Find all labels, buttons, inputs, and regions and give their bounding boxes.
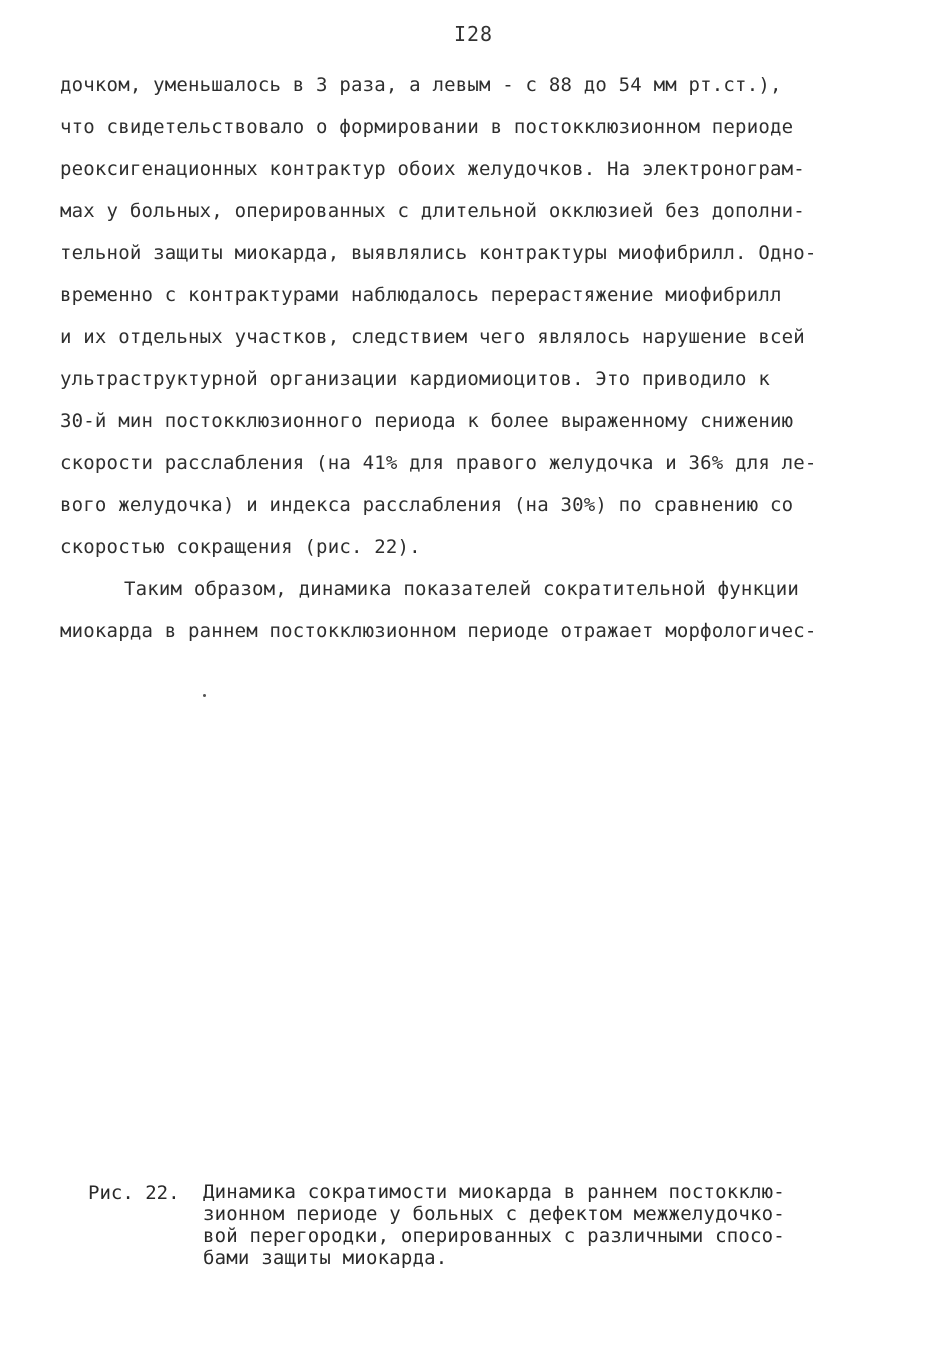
body-line-5: тельной защиты миокарда, выявлялись контрактуры миофибрилл. Одно- — [60, 242, 817, 264]
figure-caption-line-2: зионном периоде у больных с дефектом межжелудочко- — [203, 1203, 785, 1225]
body-line-11: вого желудочка) и индекса расслабления (на 30%) по сравнению со — [60, 494, 794, 516]
figure-caption-label: Рис. 22. — [88, 1182, 180, 1204]
body-line-9: 30-й мин постокклюзионного периода к более выраженному снижению — [60, 410, 794, 432]
scan-speck — [203, 694, 206, 697]
page-number: I28 — [453, 22, 494, 46]
body-line-4: мах у больных, оперированных с длительной окклюзией без дополни- — [60, 200, 805, 222]
body-line-10: скорости расслабления (на 41% для правого желудочка и 36% для ле- — [60, 452, 817, 474]
figure-caption-line-3: вой перегородки, оперированных с различными спосо- — [203, 1225, 785, 1247]
body-line-13: Таким образом, динамика показателей сократительной функции — [124, 578, 800, 600]
body-line-6: временно с контрактурами наблюдалось перерастяжение миофибрилл — [60, 284, 782, 306]
figure-caption-line-4: бами защиты миокарда. — [203, 1247, 448, 1269]
body-line-2: что свидетельствовало о формировании в постокклюзионном периоде — [60, 116, 794, 138]
body-line-12: скоростью сокращения (рис. 22). — [60, 536, 421, 558]
body-line-1: дочком, уменьшалось в 3 раза, а левым - с 88 до 54 мм рт.ст.), — [60, 74, 782, 96]
body-line-14: миокарда в раннем постокклюзионном периоде отражает морфологичес- — [60, 620, 817, 642]
body-line-7: и их отдельных участков, следствием чего являлось нарушение всей — [60, 326, 805, 348]
figure-caption-line-1: Динамика сократимости миокарда в раннем постокклю- — [203, 1181, 785, 1203]
body-line-8: ультраструктурной организации кардиомиоцитов. Это приводило к — [60, 368, 770, 390]
body-line-3: реоксигенационных контрактур обоих желудочков. На электронограм- — [60, 158, 805, 180]
